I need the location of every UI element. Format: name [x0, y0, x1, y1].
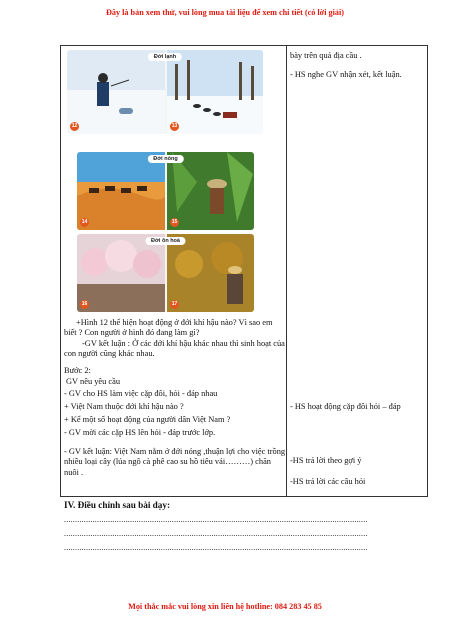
figure-number-16: 16: [81, 301, 88, 307]
dotted-line-2: ..........................................................................................................................................: [64, 529, 368, 538]
step-2-heading: Bước 2:: [64, 366, 91, 375]
table-divider: [286, 45, 287, 497]
question-paragraph: +Hình 12 thể hiện hoạt động ở đới khí hậu nào? Vì sao em biết ? Con người ở hình đó đang làm gì?: [64, 318, 273, 338]
right-text-5: -HS trả lời các câu hỏi: [290, 477, 366, 486]
cold-zone-image: [67, 50, 263, 134]
figure-number-17: 17: [171, 301, 178, 307]
header-banner: Đây là bản xem thử, vui lòng mua tài liệu để xem chi tiết (có lời giải): [105, 8, 344, 17]
figure-number-15: 15: [171, 219, 178, 225]
question-climate-zone: + Việt Nam thuộc đới khí hậu nào ?: [64, 402, 184, 411]
teacher-request: GV nêu yêu cầu: [66, 377, 121, 386]
dotted-line-1: ..........................................................................................................................................: [64, 515, 368, 524]
cold-zone-caption: Đới lạnh: [148, 53, 182, 61]
pair-work-instruction: - GV cho HS làm việc cặp đôi, hỏi - đáp nhau: [64, 389, 218, 398]
footer-banner: Mọi thắc mắc vui lòng xin liên hệ hotline: 084 283 45 85: [128, 602, 322, 611]
right-text-4: -HS trả lời theo gợi ý: [290, 456, 362, 465]
figure-number-14: 14: [81, 219, 88, 225]
final-conclusion-paragraph: - GV kết luận: Việt Nam nằm ở đới nóng ,thuận lợi cho việc trồng nhiều loại cây (lúa ngô cà phê cao su hồ tiêu vải………) chăn nuôi .: [64, 447, 286, 477]
temperate-zone-image: [77, 234, 254, 312]
right-text-1: bày trên quả địa cầu .: [290, 51, 362, 60]
question-activities: + Kể một số hoạt động của người dân Việt Nam ?: [64, 415, 231, 424]
present-instruction: - GV mời các cặp HS lên hỏi - đáp trước lớp.: [64, 428, 216, 437]
temperate-zone-caption: Đới ôn hoà: [145, 237, 186, 245]
dotted-line-3: ..........................................................................................................................................: [64, 543, 368, 552]
adjustment-heading: IV. Điều chỉnh sau bài dạy:: [64, 500, 171, 510]
hot-zone-image: [77, 152, 254, 230]
conclusion-paragraph: -GV kết luận : Ở các đới khí hậu khác nhau thì sinh hoạt của con người cũng khác nhau.: [64, 339, 285, 359]
hot-zone-caption: Đới nóng: [147, 155, 183, 163]
hot-zone-illustration: [77, 152, 254, 230]
temperate-zone-illustration: [77, 234, 254, 312]
cold-zone-illustration: [67, 50, 263, 134]
right-text-2: - HS nghe GV nhận xét, kết luận.: [290, 70, 402, 79]
figure-number-12: 12: [71, 123, 78, 129]
figure-number-13: 13: [171, 123, 178, 129]
right-text-3: - HS hoạt động cặp đôi hỏi – đáp: [290, 402, 401, 411]
